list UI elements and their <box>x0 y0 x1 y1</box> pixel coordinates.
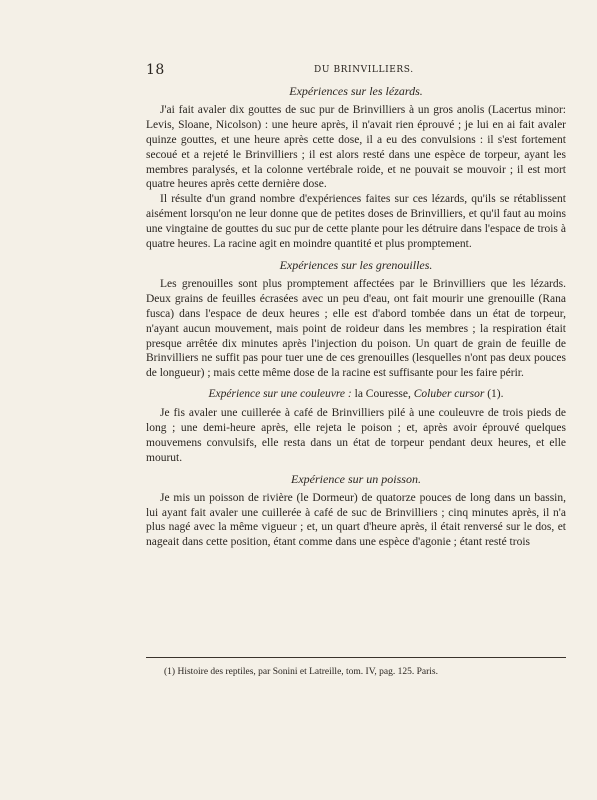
section-title-fish: Expérience sur un poisson. <box>291 471 421 486</box>
section-title-snake-species: Coluber cursor <box>413 388 485 401</box>
running-head <box>146 62 466 78</box>
footnote-reference: (1). <box>484 388 504 401</box>
section-title-frogs: Expériences sur les grenouilles. <box>279 257 433 272</box>
section-title-snake-italic: Expérience sur une couleuvre : <box>208 388 352 401</box>
footnote: (1) Histoire des reptiles, par Sonini et Latreille, tom. IV, pag. 125. Paris. <box>164 667 438 677</box>
main-text <box>146 84 566 550</box>
paragraph-frogs: Les grenouilles sont plus promptement affectées par le Brinvilliers que les lézards. Deux grains de feuilles écrasées avec un peu d'eau, ont fait mourir une grenouille (Rana fusca) dans l'espace de deux heures ; elle est d'abord tombée dans un état de torpeur, n'ayant aucun mouvement, mais point de roideur dans les membres ; la respiration était presque arrêtée dix minutes après l'injection du poison. Un quart de grain de feuille de Brinvilliers ne suffit pas pour tuer une de ces grenouilles (lesquelles n'ont pas deux pouces de longueur) ; mais cette même dose de la racine est suffisante pour les faire périr. <box>146 277 566 380</box>
running-title: DU BRINVILLIERS. <box>314 65 414 75</box>
section-title-snake-rest: la Couresse, <box>351 388 414 401</box>
paragraph-lizards-1: J'ai fait avaler dix gouttes de suc pur de Brinvilliers à un gros anolis (Lacertus minor: Levis, Sloane, Nicolson) : une heure après, il n'avait rien éprouvé ; je lui en ai fait avaler quinze gouttes, et une heure après cette dose, il a eu des convulsions : il s'est fortement secoué et a rejeté le Brinvilliers ; il est alors resté dans une espèce de torpeur, ayant les membres paralysés, et la colonne vertébrale roide, et ne pouvait se mouvoir ; il est mort quatre heures après cette dernière dose. <box>146 103 566 191</box>
paragraph-lizards-2: Il résulte d'un grand nombre d'expériences faites sur ces lézards, qu'ils se rétablissent aisément lorsqu'on ne leur donne que de petites doses de Brinvilliers, et qu'il faut au moins une vingtaine de gouttes du suc pur de cette plante pour les détruire dans l'espace de trois à quatre heures. La racine agit en moindre quantité et plus promptement. <box>146 193 566 251</box>
paragraph-fish: Je mis un poisson de rivière (le Dormeur) de quatorze pouces de long dans un bassin, lui ayant fait avaler une cuillerée à café de suc de Brinvilliers ; cinq minutes après, il n'a plus nagé avec la même vigueur ; et, un quart d'heure après, il était renversé sur le dos, et nageait dans cette position, étant comme dans une espèce d'agonie ; étant resté trois <box>146 491 566 549</box>
section-title-lizards: Expériences sur les lézards. <box>289 84 423 98</box>
footnote-divider <box>146 657 566 658</box>
paragraph-snake: Je fis avaler une cuillerée à café de Brinvilliers pilé à une couleuvre de trois pieds de long ; une demi-heure après, elle rejeta le poison ; et, après avoir éprouvé quelques mouvemens convulsifs, elle resta dans un état de torpeur pendant deux heures, et elle mourut. <box>146 407 566 464</box>
section-title-snake <box>146 387 566 402</box>
page-number: 18 <box>146 62 165 78</box>
